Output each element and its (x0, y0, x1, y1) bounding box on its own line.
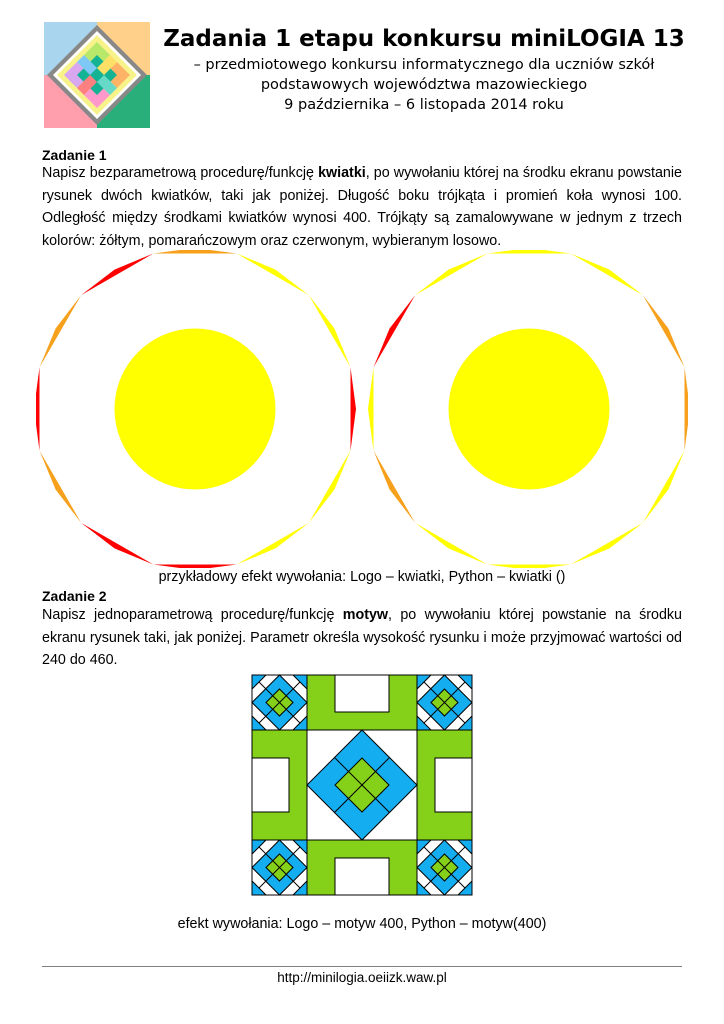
flower (36, 250, 356, 568)
task2-heading: Zadanie 2 (42, 588, 107, 604)
flower-petal-triangle (368, 367, 373, 450)
task1-caption: przykładowy efekt wywołania: Logo – kwiatki, Python – kwiatki () (158, 569, 566, 585)
minilogia-logo (44, 22, 150, 128)
page-title: Zadania 1 etapu konkursu miniLOGIA 13 (163, 26, 685, 52)
motif-opening (435, 758, 472, 812)
task1-description: Napisz bezparametrową procedurę/funkcję kwiatki, po wywołaniu której na środku ekranu powstanie rysunek dwóch kwiatków, taki jak poniżej. Długość boku trójkąta i promień koła wynosi 100. Odległość między środkami kwiatków wynosi 400. Trójkąty są zamalowywane w jednym z trzech kolorów: żółtym, pomarańczowym oraz czerwonym, wybieranym losowo. (42, 165, 682, 249)
motif-figure (251, 674, 473, 896)
footer-divider (42, 966, 682, 967)
flower-center-circle (115, 329, 276, 490)
flower-petal-triangle (351, 367, 356, 450)
flower-petal-triangle (685, 367, 688, 450)
flower-petal-triangle (153, 250, 236, 253)
task2-caption: efekt wywołania: Logo – motyw 400, Python – motyw(400) (177, 916, 547, 932)
subtitle-line: podstawowych województwa mazowieckiego (260, 77, 588, 93)
motif-opening (335, 675, 389, 712)
subtitle-line: – przedmiotowego konkursu informatycznego dla uczniów szkół (193, 57, 655, 73)
task1-heading: Zadanie 1 (42, 147, 107, 163)
flower-petal-triangle (36, 367, 39, 450)
footer-url: http://minilogia.oeiizk.waw.pl (277, 970, 447, 985)
task2-keyword: motyw (342, 607, 389, 623)
flowers-figure (36, 250, 688, 568)
motif-opening (335, 858, 389, 895)
task1-keyword: kwiatki (318, 165, 366, 181)
task2-description: Napisz jednoparametrową procedurę/funkcję motyw, po wywołaniu której powstanie na środku ekranu rysunek taki, jak poniżej. Parametr określa wysokość rysunku i może przyjmować wartości od 240 do 460. (42, 607, 682, 668)
motif-opening (252, 758, 289, 812)
flower-petal-triangle (487, 250, 570, 253)
subtitle-date: 9 października – 6 listopada 2014 roku (284, 97, 564, 113)
flower (368, 250, 688, 568)
flower-center-circle (449, 329, 610, 490)
